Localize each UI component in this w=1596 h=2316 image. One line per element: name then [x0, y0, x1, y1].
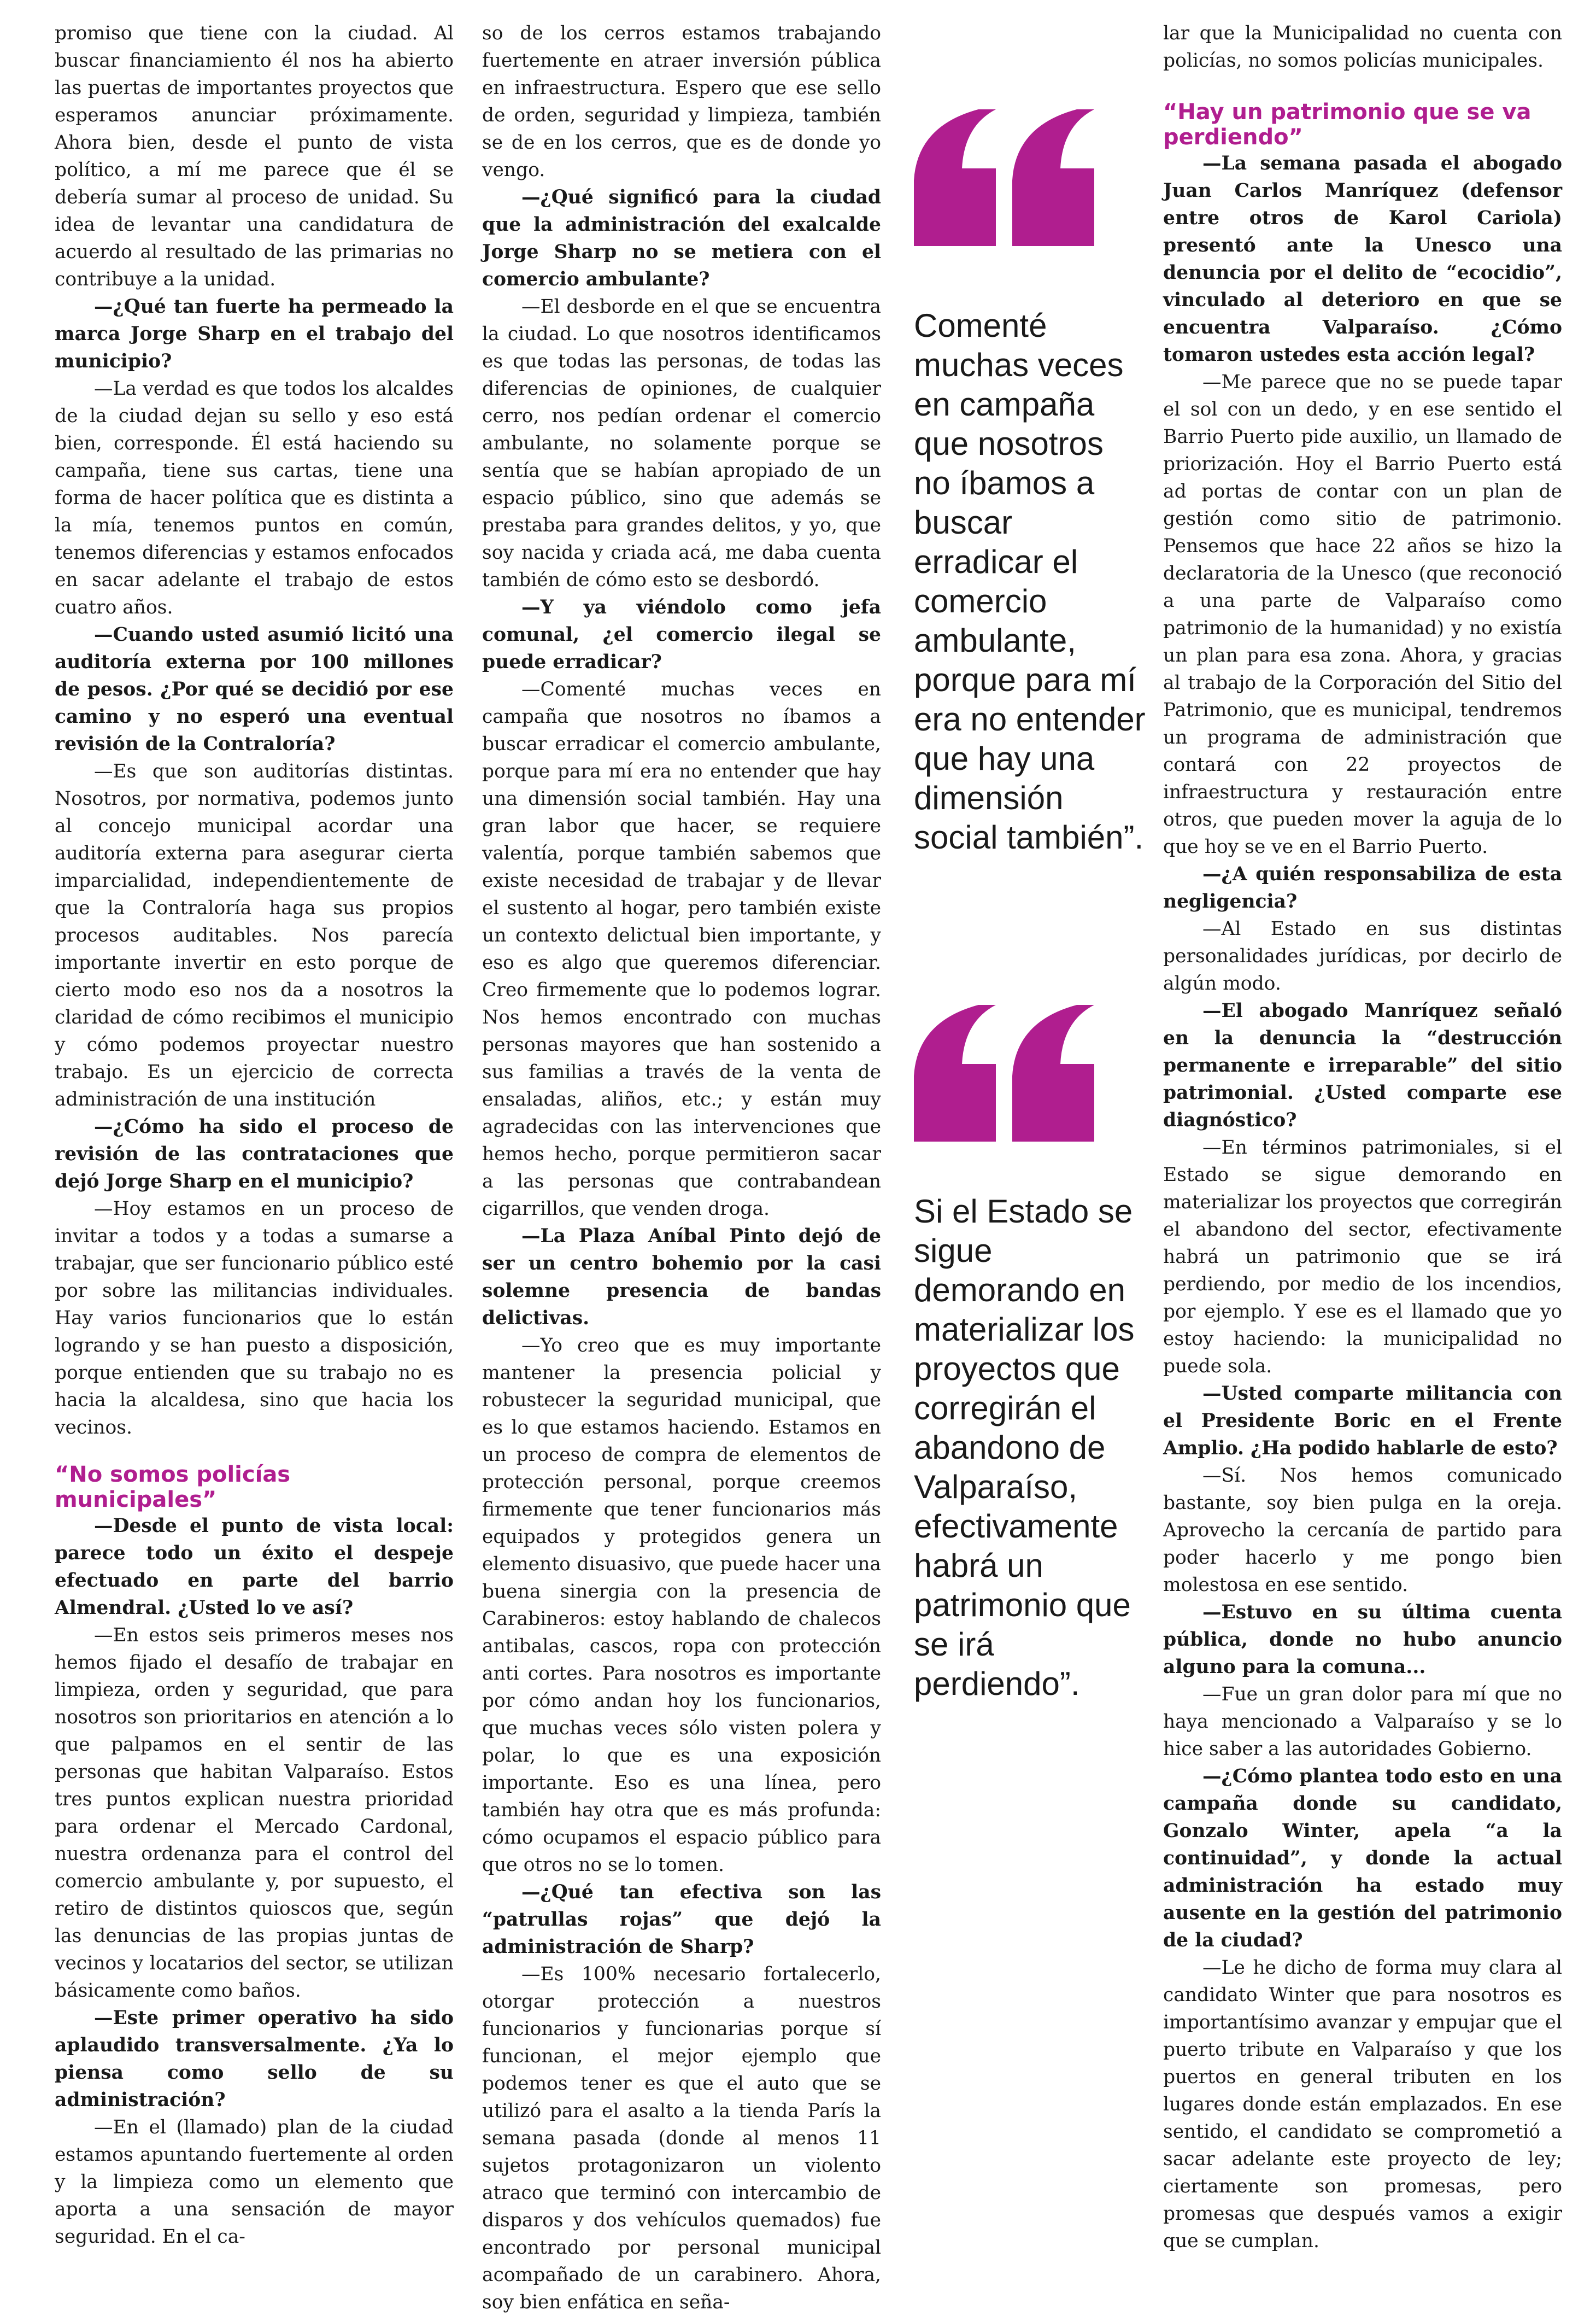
- interview-question: —Y ya viéndolo como jefa comunal, ¿el comercio ilegal se puede erradicar?: [482, 596, 881, 673]
- interview-answer: —Fue un gran dolor para mí que no haya mencionado a Valparaíso y se lo hice saber a las autoridades Gobierno.: [1163, 1683, 1562, 1760]
- interview-answer: promiso que tiene con la ciudad. Al buscar financiamiento él nos ha abierto las puertas de importantes proyectos que esperamos anunciar próximamente. Ahora bien, desde el punto de vista político, a mí me parece que él se debería sumar al proceso de unidad. Su idea de levantar una candidatura de acuerdo al resultado de las primarias no contribuye a la unidad.: [55, 22, 454, 290]
- interview-answer: —Yo creo que es muy importante mantener la presencia policial y robustecer la seguridad municipal, que es lo que estamos haciendo. Estamos en un proceso de compra de elementos de protección personal, porque creemos firmemente que tener funcionarios más equipados y protegidos genera un elemento disuasivo, que puede hacer una buena sinergia con la presencia de Carabineros: estoy hablando de chalecos antibalas, cascos, ropa con protección anti cortes. Para nosotros es importante por cómo andan hoy los funcionarios, que muchas veces sólo visten polera y polar, lo que es una exposición importante. Eso es una línea, pero también hay otra que es más profunda: cómo ocupamos el espacio público para que otros no se lo tomen.: [482, 1335, 881, 1876]
- interview-question: —Este primer operativo ha sido aplaudido transversalmente. ¿Ya lo piensa como sello de su administración?: [55, 2007, 454, 2111]
- pullquote-1: Comenté muchas veces en campaña que nosotros no íbamos a buscar erradicar el comercio ambulante, porque para mí era no entender que hay una dimensión social también”.: [914, 307, 1146, 856]
- interview-question: —Usted comparte militancia con el Presidente Boric en el Frente Amplio. ¿Ha podido hablarle de esto?: [1163, 1383, 1562, 1459]
- article-column-2: [482, 20, 881, 2313]
- interview-question: —Estuvo en su última cuenta pública, donde no hubo anuncio alguno para la comuna...: [1163, 1601, 1562, 1678]
- interview-question: —Cuando usted asumió licitó una auditoría externa por 100 millones de pesos. ¿Por qué se decidió por ese camino y no esperó una eventual revisión de la Contraloría?: [55, 624, 454, 755]
- interview-answer: —En el (llamado) plan de la ciudad estamos apuntando fuertemente al orden y la limpieza como un elemento que aporta a una sensación de mayor seguridad. En el ca-: [55, 2116, 454, 2248]
- interview-answer: —En estos seis primeros meses nos hemos fijado el desafío de trabajar en limpieza, orden y seguridad, que para nosotros son prioritarios en atención a lo que palpamos en el sentir de las personas que habitan Valparaíso. Estos tres puntos explican nuestra prioridad para ordenar el Mercado Cardonal, nuestra ordenanza para el control del comercio ambulante y, por supuesto, el retiro de distintos quioscos que, según las denuncias de las propias juntas de vecinos y locatarios del sector, se utilizan básicamente como baños.: [55, 1624, 454, 2002]
- interview-question: —¿Cómo ha sido el proceso de revisión de las contrataciones que dejó Jorge Sharp en el municipio?: [55, 1116, 454, 1192]
- interview-answer: —Me parece que no se puede tapar el sol con un dedo, y en ese sentido el Barrio Puerto pide auxilio, un llamado de priorización. Hoy el Barrio Puerto está ad portas de contar con un plan de gestión como sitio de patrimonio. Pensemos que hace 22 años se hizo la declaratoria de la Unesco (que reconoció a una parte de Valparaíso como patrimonio de la humanidad) y no existía un plan para esa zona. Ahora, y gracias al trabajo de la Corporación del Sitio del Patrimonio, que es municipal, tendremos un programa de administración que contará con 22 proyectos de infraestructura y restauración entre otros, que pueden mover la aguja de lo que hoy se ve en el Barrio Puerto.: [1163, 371, 1562, 858]
- section-heading: “No somos policías municipales”: [55, 1462, 291, 1512]
- interview-answer: lar que la Municipalidad no cuenta con policías, no somos policías municipales.: [1163, 22, 1562, 72]
- interview-answer: —Le he dicho de forma muy clara al candidato Winter que para nosotros es importantísimo avanzar y empujar que el puerto tribute en Valparaíso y que los puertos en general tributen en los lugares donde están emplazados. En ese sentido, el candidato se comprometió a sacar adelante este proyecto de ley; ciertamente son promesas, pero promesas que después vamos a exigir que se cumplan.: [1163, 1957, 1562, 2252]
- interview-answer: so de los cerros estamos trabajando fuertemente en atraer inversión pública en infraestructura. Espero que ese sello de orden, seguridad y limpieza, también se de en los cerros, que es de donde yo vengo.: [482, 22, 881, 181]
- interview-answer: —Sí. Nos hemos comunicado bastante, soy bien pulga en la oreja. Aprovecho la cercanía de partido para poder hacerlo y me pongo bien molestosa en ese sentido.: [1163, 1465, 1562, 1596]
- section-heading: “Hay un patrimonio que se va perdiendo”: [1163, 100, 1532, 150]
- open-quote-mark-icon: [914, 109, 1094, 246]
- interview-question: —¿Qué tan efectiva son las “patrullas rojas” que dejó la administración de Sharp?: [482, 1881, 881, 1958]
- interview-answer: —En términos patrimoniales, si el Estado se sigue demorando en materializar los proyectos que corregirán el abandono del sector, efectivamente habrá un patrimonio que se irá perdiendo, por medio de los incendios, por ejemplo. Y ese es el llamado que yo estoy haciendo: la municipalidad no puede sola.: [1163, 1137, 1562, 1377]
- article-column-1: [55, 20, 454, 2248]
- interview-question: —La Plaza Aníbal Pinto dejó de ser un centro bohemio por la casi solemne presencia de bandas delictivas.: [482, 1225, 881, 1329]
- open-quote-mark-icon: [914, 1005, 1094, 1142]
- interview-question: —¿Cómo plantea todo esto en una campaña donde su candidato, Gonzalo Winter, apela “a la continuidad”, y donde la actual administración ha estado muy ausente en la gestión del patrimonio de la ciudad?: [1163, 1765, 1562, 1951]
- interview-answer: —El desborde en el que se encuentra la ciudad. Lo que nosotros identificamos es que todas las personas, de todas las diferencias de opiniones, de cualquier cerro, nos pedían ordenar el comercio ambulante, no solamente porque se sentía que se habían apropiado de un espacio público, sino que además se prestaba para grandes delitos, y yo, que soy nacida y criada acá, me daba cuenta también de cómo esto se desbordó.: [482, 296, 881, 591]
- interview-question: —El abogado Manríquez señaló en la denuncia la “destrucción permanente e irreparable” del sitio patrimonial. ¿Usted comparte ese diagnóstico?: [1163, 1000, 1562, 1131]
- interview-question: —¿Qué tan fuerte ha permeado la marca Jorge Sharp en el trabajo del municipio?: [55, 296, 454, 372]
- pullquote-column: [914, 0, 1149, 1965]
- interview-answer: —Es que son auditorías distintas. Nosotros, por normativa, podemos junto al concejo municipal acordar una auditoría externa para asegurar cierta imparcialidad, independientemente de que la Contraloría haga sus propios procesos auditables. Nos parecía importante invertir en esto porque de cierto modo eso nos da a nosotros la claridad de cómo recibimos el municipio y cómo podemos proyectar nuestro trabajo. Es un ejercicio de correcta administración de una institución: [55, 761, 454, 1110]
- interview-answer: —Hoy estamos en un proceso de invitar a todos y a todas a sumarse a trabajar, que ser funcionario público esté por sobre las militancias individuales. Hay varios funcionarios que lo están logrando y se han puesto a disposición, porque entienden que su trabajo no es hacia la alcaldesa, sino que hacia los vecinos.: [55, 1198, 454, 1438]
- interview-question: —¿Qué significó para la ciudad que la administración del exalcalde Jorge Sharp no se metiera con el comercio ambulante?: [482, 186, 881, 290]
- pullquote-2: Si el Estado se sigue demorando en materializar los proyectos que corregirán el abandono de Valparaíso, efectivamente habrá un patrimonio que se irá perdiendo”.: [914, 1193, 1135, 1702]
- interview-question: —La semana pasada el abogado Juan Carlos Manríquez (defensor entre otros de Karol Cariola) presentó ante la Unesco una denuncia por el delito de “ecocidio”, vinculado al deterioro en que se encuentra Valparaíso. ¿Cómo tomaron ustedes esta acción legal?: [1163, 153, 1562, 366]
- article-column-4: [1163, 20, 1562, 2252]
- interview-answer: —Al Estado en sus distintas personalidades jurídicas, por decirlo de algún modo.: [1163, 918, 1562, 995]
- interview-question: —Desde el punto de vista local: parece todo un éxito el despeje efectuado en parte del barrio Almendral. ¿Usted lo ve así?: [55, 1515, 454, 1619]
- interview-answer: —La verdad es que todos los alcaldes de la ciudad dejan su sello y eso está bien, corresponde. Él está haciendo su campaña, tiene sus cartas, tiene una forma de hacer política que es distinta a la mía, tenemos puntos en común, tenemos diferencias y estamos enfocados en sacar adelante el trabajo de estos cuatro años.: [55, 378, 454, 618]
- interview-answer: —Es 100% necesario fortalecerlo, otorgar protección a nuestros funcionarios y funcionarias porque sí funcionan, el mejor ejemplo que podemos tener es que el auto que se utilizó para el asalto a la tienda París la semana pasada (donde al menos 11 sujetos protagonizaron un violento atraco que terminó con intercambio de disparos y dos vehículos quemados) fue encontrado por personal municipal acompañado de un carabinero. Ahora, soy bien enfática en seña-: [482, 1963, 881, 2313]
- interview-answer: —Comenté muchas veces en campaña que nosotros no íbamos a buscar erradicar el comercio ambulante, porque para mí era no entender que hay una dimensión social también. Hay una gran labor que hacer, se requiere valentía, porque también sabemos que existe necesidad de trabajar y de llevar el sustento al hogar, pero también existe un contexto delictual bien importante, y eso es algo que queremos diferenciar. Creo firmemente que lo podemos lograr. Nos hemos encontrado con muchas personas mayores que han sostenido a sus familias a través de la venta de ensaladas, aliños, etc.; y están muy agradecidas con las intervenciones que hemos hecho, porque permitieron sacar a las personas que contrabandean cigarrillos, que venden droga.: [482, 679, 881, 1220]
- interview-question: —¿A quién responsabiliza de esta negligencia?: [1163, 863, 1562, 913]
